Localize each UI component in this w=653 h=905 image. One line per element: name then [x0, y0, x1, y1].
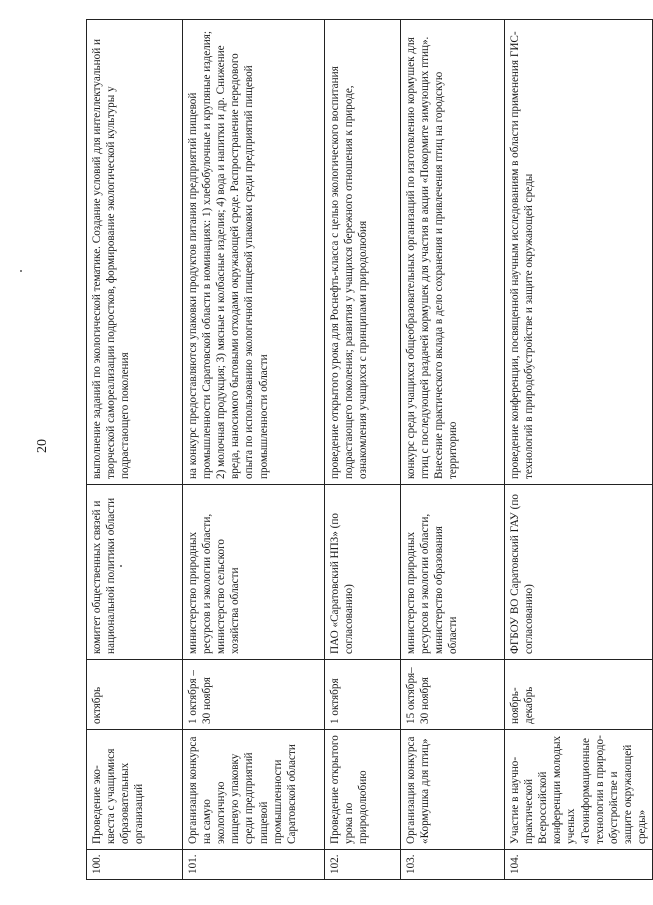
rotated-table-frame	[86, 20, 648, 880]
table-row	[401, 20, 505, 880]
event-name: Организация конкурса «Кормушка для птиц»	[401, 730, 505, 850]
table-row	[325, 20, 401, 880]
row-number: 100.	[87, 850, 183, 880]
responsible-party: комитет общественных связей и национальной политики области	[87, 485, 183, 660]
row-number: 104.	[505, 850, 653, 880]
event-date: 1 октября – 30 ноября	[183, 660, 325, 730]
scan-speck	[20, 270, 22, 272]
event-description: конкурс среди учащихся общеобразовательных организаций по изготовлению кормушек для птиц с последующей раздачей кормушек для участия в акции «Покормите зимующих птиц». Внесение практического вклада в дело сохранения и привлечения птиц на городскую территорию	[401, 20, 505, 485]
row-number: 101.	[183, 850, 325, 880]
events-table	[86, 19, 653, 880]
responsible-party: министерство природных ресурсов и экологии области, министерство сельского хозяйства области	[183, 485, 325, 660]
event-name: Проведение открытого урока по природолюбию	[325, 730, 401, 850]
event-description: выполнение заданий по экологической тематике. Создание условий для интеллектуальной и творческой самореализации подростков, формирование экологической культуры у подрастающего поколения	[87, 20, 183, 485]
event-description: проведение открытого урока для Роснефть-класса с целью экологического воспитания подрастающего поколения; развития у учащихся бережного отношения к природе, ознакомления учащихся с принципами природолюбия	[325, 20, 401, 485]
responsible-party: ФГБОУ ВО Саратовский ГАУ (по согласованию)	[505, 485, 653, 660]
responsible-party: министерство природных ресурсов и экологии области, министерство образования области	[401, 485, 505, 660]
event-date: ноябрь-декабрь	[505, 660, 653, 730]
table-row	[505, 20, 653, 880]
events-table-container	[86, 20, 648, 880]
page-number: 20	[35, 439, 50, 453]
event-description: на конкурс предоставляются упаковки продуктов питания предприятий пищевой промышленности Саратовской области в номинациях: 1) хлебобулочные и крупяные изделия; 2) молочная продукция; 3) мясные и колбасные изделия; 4) вода и напитки и др. Снижение вреда, наносимого бытовыми отходами окружающей среде. Распространение передового опыта по использованию экологичной пищевой упаковки среди предприятий пищевой промышленности области	[183, 20, 325, 485]
responsible-party: ПАО «Саратовский НПЗ» (по согласованию)	[325, 485, 401, 660]
row-number: 102.	[325, 850, 401, 880]
row-number: 103.	[401, 850, 505, 880]
event-date: 1 октября	[325, 660, 401, 730]
event-name: Проведение эко-квеста с учащимися образовательных организаций	[87, 730, 183, 850]
event-date: октябрь	[87, 660, 183, 730]
table-row	[183, 20, 325, 880]
table-row	[87, 20, 183, 880]
event-name: Участие в научно-практической Всероссийской конференции молодых ученых «Геоинформационные технологии в природо-обустройстве и защите окружающей среды»	[505, 730, 653, 850]
event-date: 15 октября– 30 ноября	[401, 660, 505, 730]
event-description: проведение конференции, посвященной научным исследованиям в области применения ГИС-технологий в природобустройстве и защите окружающей среды	[505, 20, 653, 485]
event-name: Организация конкурса на самую экологичную пищевую упаковку среди предприятий пищевой промышленности Саратовской области	[183, 730, 325, 850]
